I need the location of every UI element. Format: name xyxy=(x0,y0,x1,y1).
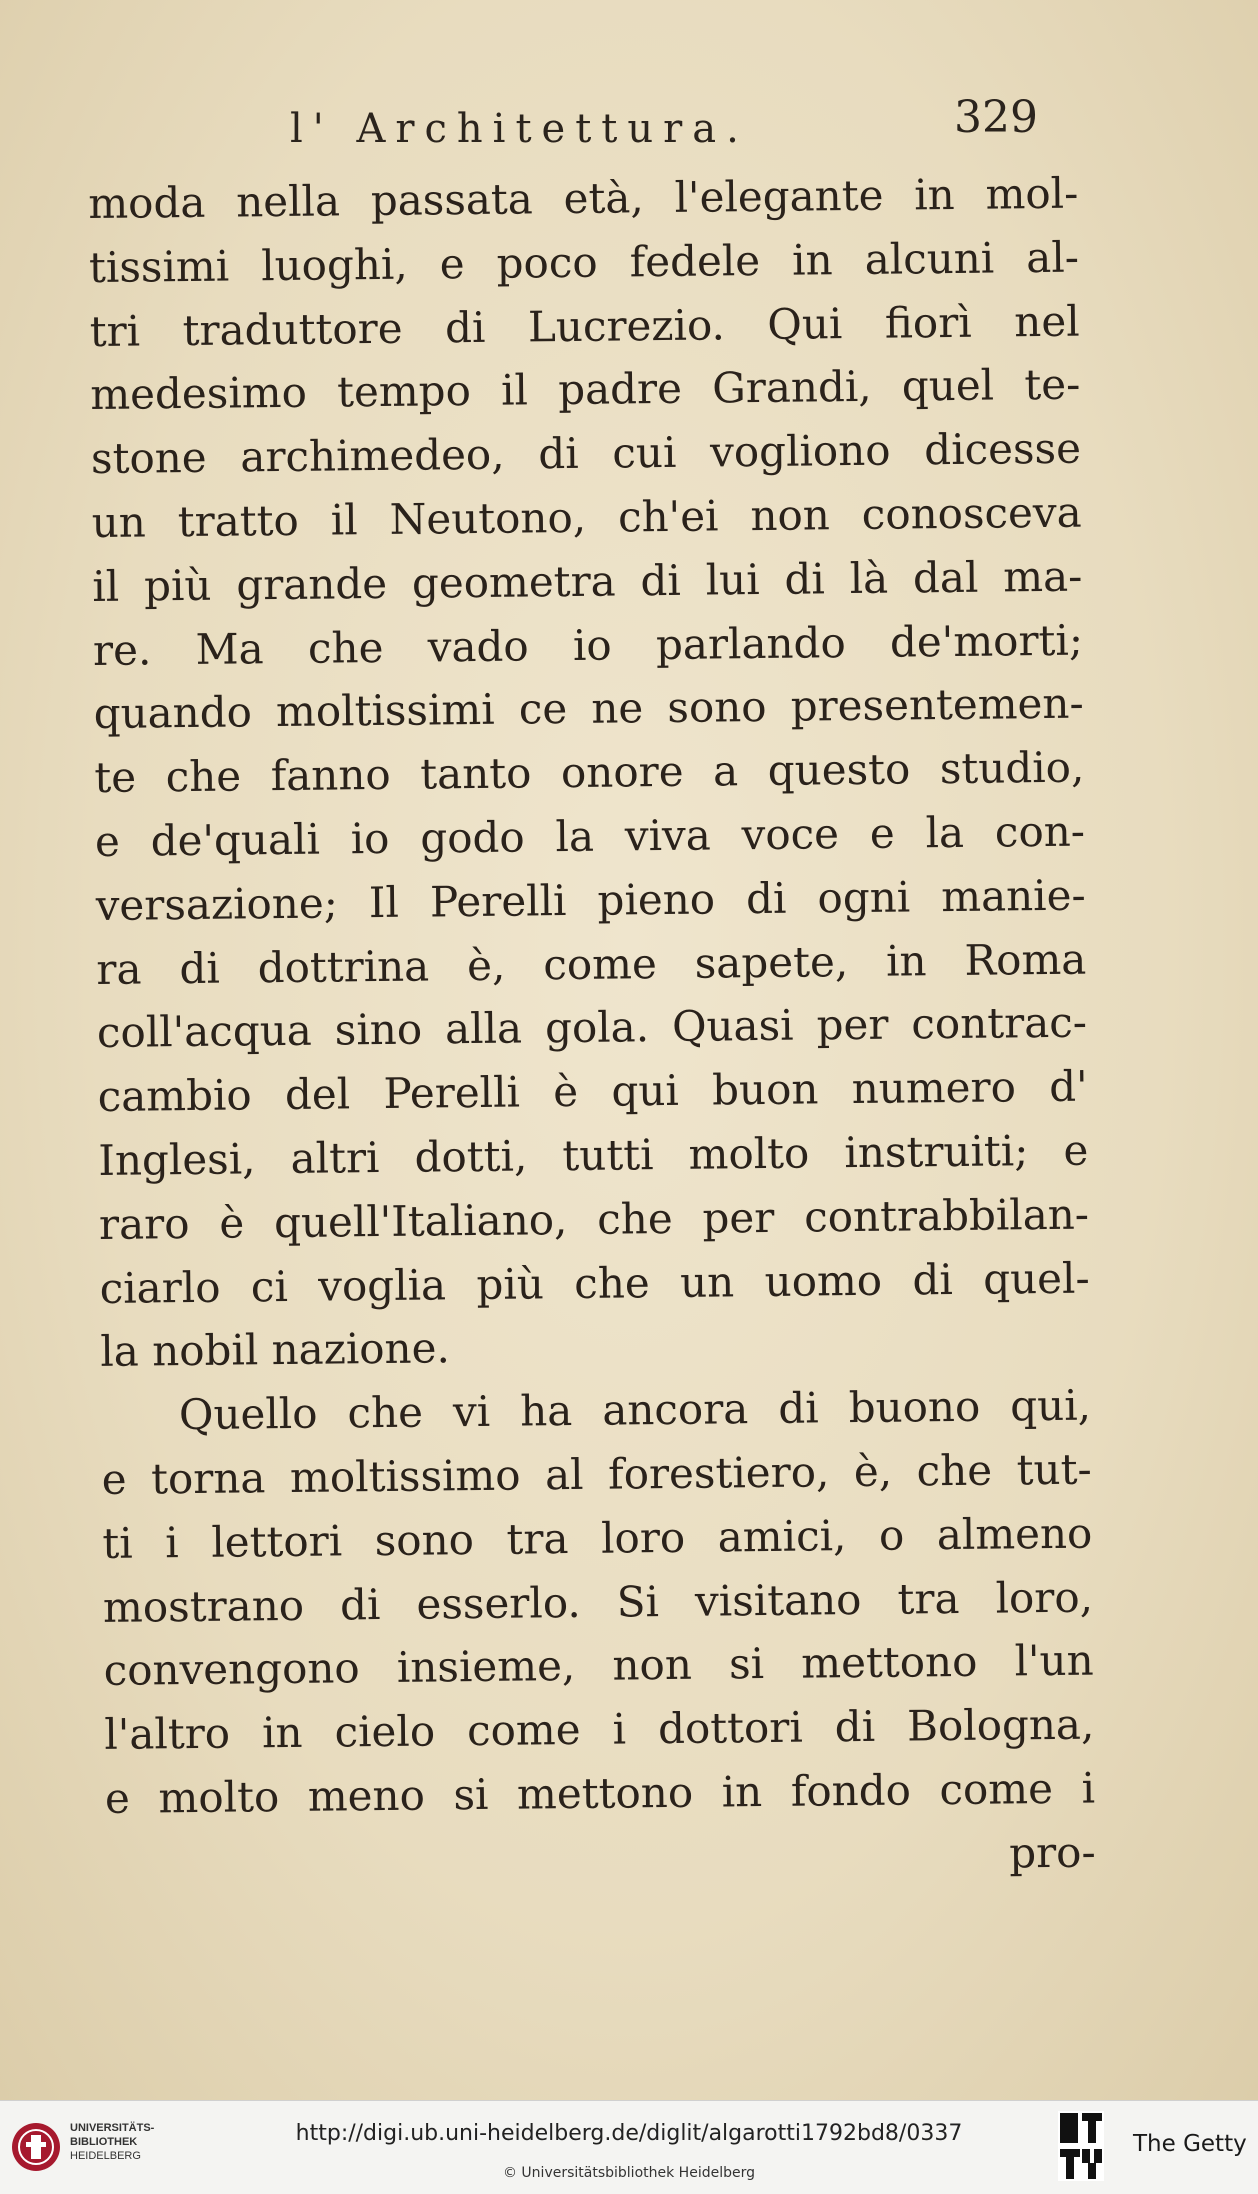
text-line: stone archimedeo, di cui vogliono dicesse xyxy=(90,423,1082,484)
text-line: quando moltissimi ce ne sono presentemen- xyxy=(93,678,1084,739)
text-line: e de'quali io godo la viva voce e la con- xyxy=(94,806,1086,866)
text-line: Inglesi, altri dotti, tutti molto instruiti; e xyxy=(98,1125,1089,1185)
page-header xyxy=(290,92,1050,162)
text-line: convengono insieme, non si mettono l'un xyxy=(103,1635,1094,1696)
text-line: tri traduttore di Lucrezio. Qui fiorì nel xyxy=(89,296,1080,356)
text-line: un tratto il Neutono, ch'ei non conosceva xyxy=(91,487,1082,547)
text-line: mostrano di esserlo. Si visitano tra loro, xyxy=(102,1572,1094,1632)
text-line: ra di dottrina è, come sapete, in Roma xyxy=(96,934,1087,994)
text-line: tissimi luoghi, e poco fedele in alcuni al- xyxy=(88,232,1080,292)
text-line: raro è quell'Italiano, che per contrabbilan- xyxy=(98,1189,1090,1249)
text-line: te che fanno tanto onore a questo studio, xyxy=(94,742,1085,803)
text-line: l'altro in cielo come i dottori di Bologna, xyxy=(104,1699,1095,1760)
text-line: e torna moltissimo al forestiero, è, che tut- xyxy=(101,1444,1092,1504)
text-line: il più grande geometra di lui di là dal ma- xyxy=(92,551,1083,611)
library-name-line: BIBLIOTHEK xyxy=(70,2136,138,2148)
text-line: Quello che vi ha ancora di buono qui, xyxy=(178,1380,1092,1440)
copyright-notice: © Universitätsbibliothek Heidelberg xyxy=(502,2165,755,2181)
text-line: moda nella passata età, l'elegante in mol- xyxy=(88,168,1079,228)
text-line: ti i lettori sono tra loro amici, o almeno xyxy=(102,1508,1093,1568)
text-line: re. Ma che vado io parlando de'morti; xyxy=(92,615,1084,675)
running-head: l' Architettura. xyxy=(290,106,749,152)
getty-logo-icon xyxy=(1058,2111,1104,2181)
footer-bar xyxy=(0,2100,1258,2194)
page-number: 329 xyxy=(954,92,1038,143)
text-line: coll'acqua sino alla gola. Quasi per contrac- xyxy=(96,997,1088,1058)
permalink-url[interactable]: http://digi.ub.uni-heidelberg.de/diglit/algarotti1792bd8/0337 xyxy=(295,2121,963,2146)
text-line: e molto meno si mettono in fondo come i xyxy=(104,1763,1096,1823)
text-line: cambio del Perelli è qui buon numero d' xyxy=(97,1061,1088,1122)
text-line: ciarlo ci voglia più che un uomo di quel- xyxy=(99,1253,1090,1313)
text-line: la nobil nazione. xyxy=(100,1323,451,1377)
library-name-line: UNIVERSITÄTS- xyxy=(70,2122,155,2134)
text-line: versazione; Il Perelli pieno di ogni manie- xyxy=(95,870,1086,930)
partner-name: The Getty xyxy=(1133,2131,1247,2157)
text-line: medesimo tempo il padre Grandi, quel te- xyxy=(90,360,1081,420)
catchword: pro- xyxy=(1008,1827,1096,1878)
body-text xyxy=(88,162,1096,1895)
library-name-line: HEIDELBERG xyxy=(70,2150,141,2162)
